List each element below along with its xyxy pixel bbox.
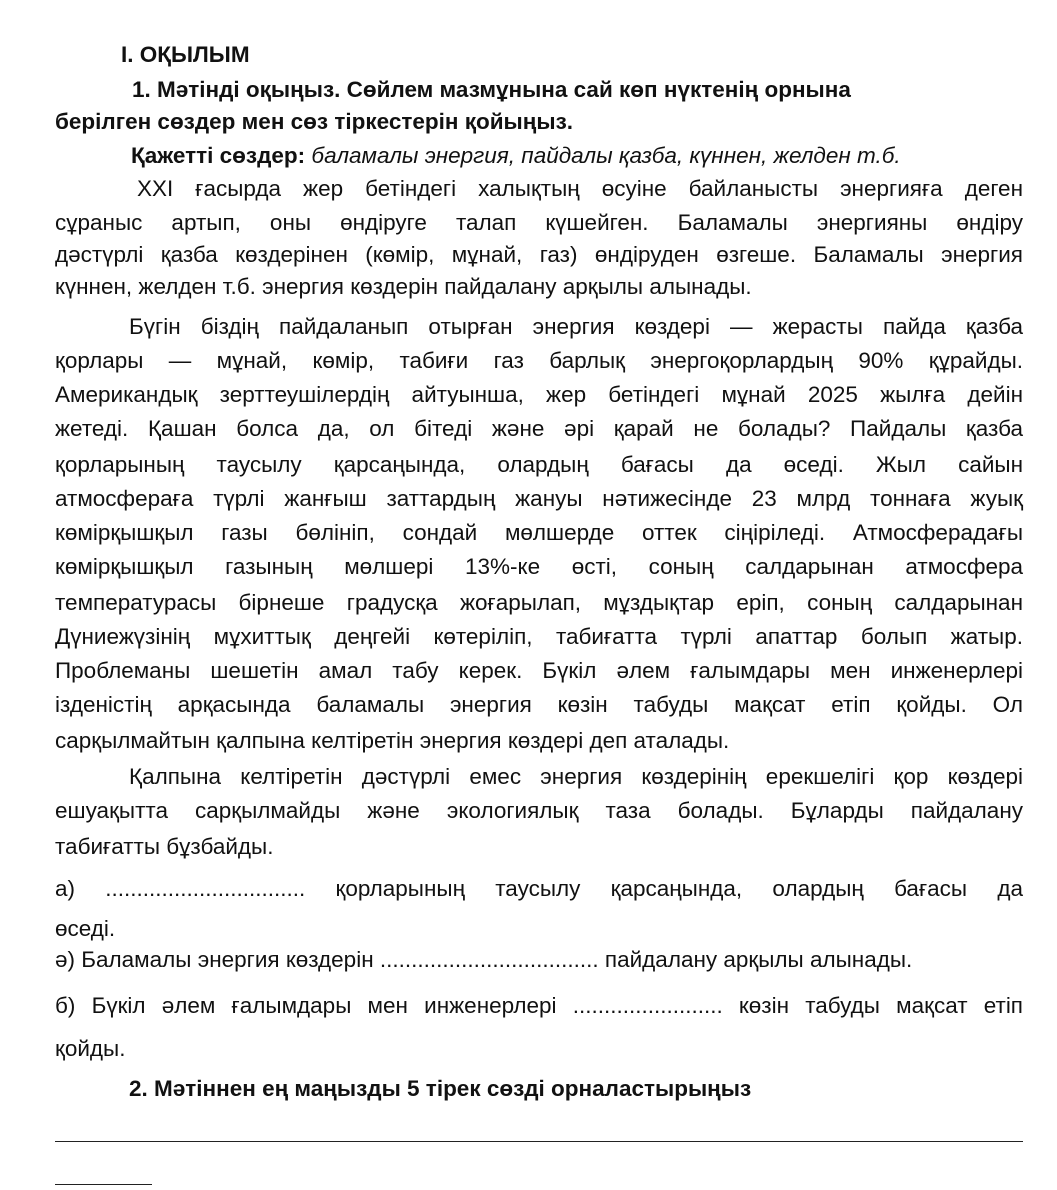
text-line-7: Американдық зерттеушілердің айтуынша, жер бетіндегі мұнай 2025 жылға дейін [55,382,1023,407]
text-line-12: көмірқышқыл газының мөлшері 13%-ке өсті, соның салдарынан атмосфера [55,554,1023,579]
text-line-3: дәстүрлі қазба көздерінен (көмір, мұнай, газ) өндіруден өзгеше. Баламалы энергия [55,242,1023,267]
text-line-18: Қалпына келтіретін дәстүрлі емес энергия көздерінің ерекшелігі қор көздері [129,764,1023,789]
text-line-17: сарқылмайтын қалпына келтіретін энергия көздері деп аталады. [55,728,730,753]
exercise-a-line2: өседі. [55,916,116,941]
needed-words-row [131,141,1057,171]
answer-line-2[interactable] [55,1184,152,1185]
exercise-b-line2: қойды. [55,1036,126,1061]
text-line-2: сұраныс артып, оны өндіруге талап күшейген. Баламалы энергияны өндіру [55,210,1023,235]
text-line-15: Проблеманы шешетін амал табу керек. Бүкіл әлем ғалымдары мен инженерлері [55,658,1023,683]
text-line-1: XXI ғасырда жер бетіндегі халықтың өсуіне байланысты энергияға деген [137,176,1023,201]
answer-line-1[interactable] [55,1141,1023,1142]
text-line-14: Дүниежүзінің мұхиттық деңгейі көтеріліп, табиғатта түрлі апаттар болып жатыр. [55,624,1023,649]
exercise-b-line1: б) Бүкіл әлем ғалымдары мен инженерлері ........................ көзін табуды мақсат етіп [55,993,1023,1018]
task1-heading-line2: берілген сөздер мен сөз тіркестерін қойыңыз. [55,109,574,134]
text-line-6: қорлары — мұнай, көмір, табиғи газ барлық энергоқорлардың 90% құрайды. [55,348,1023,373]
text-line-9: қорларының таусылу қарсаңында, олардың бағасы да өседі. Жыл сайын [55,452,1023,477]
task1-heading-line1: 1. Мәтінді оқыңыз. Сөйлем мазмұнына сай көп нүктенің орнына [132,77,851,102]
text-line-8: жетеді. Қашан болса да, ол бітеді және әрі қарай не болады? Пайдалы қазба [55,416,1023,441]
text-line-13: температурасы бірнеше градусқа жоғарылап, мұздықтар еріп, соның салдарынан [55,590,1023,615]
text-line-10: атмосфераға түрлі жанғыш заттардың жануы нәтижесінде 23 млрд тоннаға жуық [55,486,1023,511]
text-line-19: ешуақытта сарқылмайды және экологиялық таза болады. Бұларды пайдалану [55,798,1023,823]
section-title: I. ОҚЫЛЫМ [121,42,250,67]
text-line-4: күннен, желден т.б. энергия көздерін пайдалану арқылы алынады. [55,274,752,299]
exercise-a-line1: а) ................................ қорларының таусылу қарсаңында, олардың бағасы да [55,876,1023,901]
needed-words-label: Қажетті сөздер: [131,143,306,168]
text-line-11: көмірқышқыл газы бөлініп, сондай мөлшерде оттек сіңіріледі. Атмосферадағы [55,520,1023,545]
exercise-ae-line: ә) Баламалы энергия көздерін ................................... пайдалану арқылы алынады. [55,947,913,972]
text-line-20: табиғатты бұзбайды. [55,834,274,859]
text-line-5: Бүгін біздің пайдаланып отырған энергия көздері — жерасты пайда қазба [129,314,1023,339]
text-line-16: ізденістің арқасында баламалы энергия көзін табуды мақсат етіп қойды. Ол [55,692,1023,717]
needed-words-list: баламалы энергия, пайдалы қазба, күннен, желден т.б. [311,143,901,168]
task2-heading: 2. Мәтіннен ең маңызды 5 тірек сөзді орналастырыңыз [129,1076,752,1101]
